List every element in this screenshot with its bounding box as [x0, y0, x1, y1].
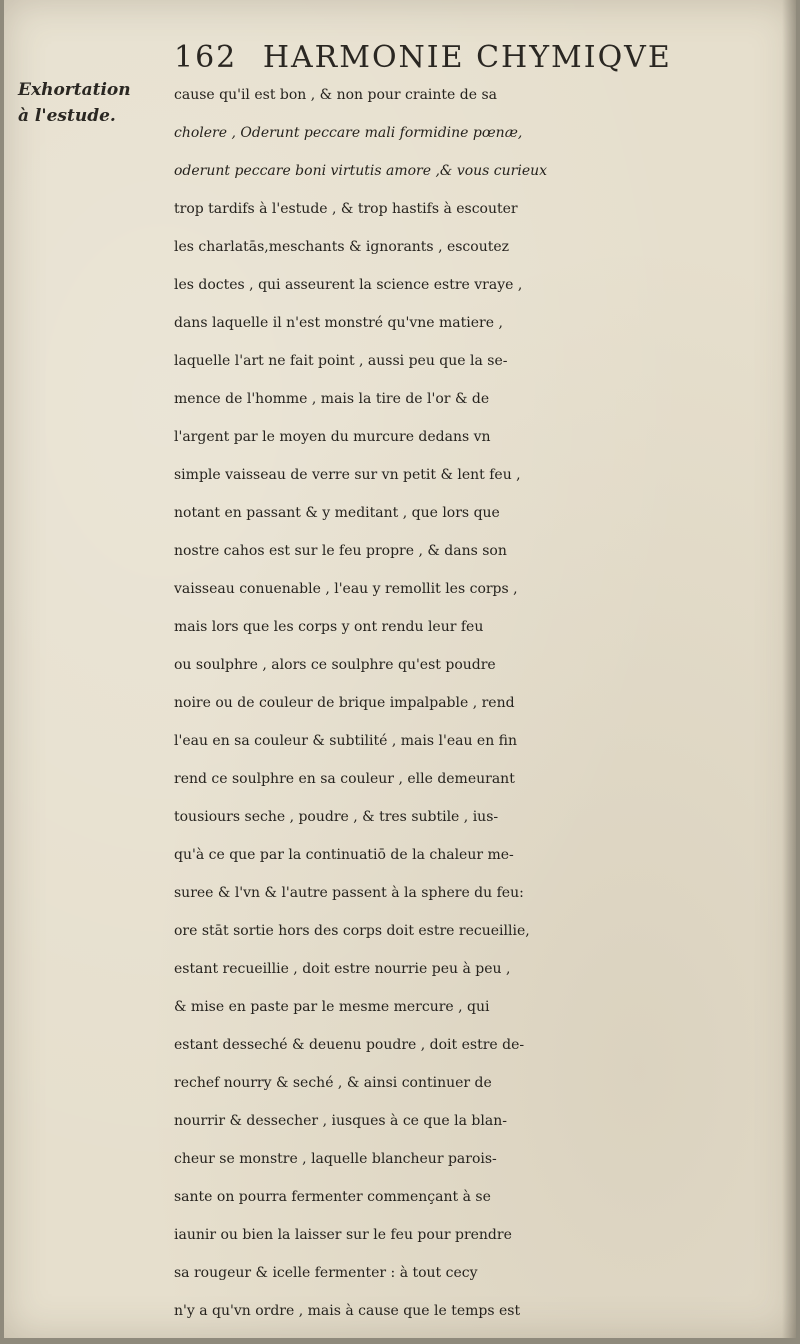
text-line: estant desseché & deuenu poudre , doit estre de- — [174, 1037, 525, 1053]
text-line: les charlatās,meschants & ignorants , escoutez — [174, 239, 510, 255]
text-line: vaisseau conuenable , l'eau y remollit les corps , — [174, 581, 518, 597]
text-line: l'eau en sa couleur & subtilité , mais l'eau en fin — [174, 733, 518, 749]
text-line: ore stāt sortie hors des corps doit estre recueillie, — [174, 923, 530, 939]
text-line: laquelle l'art ne fait point , aussi peu que la se- — [174, 353, 508, 369]
text-line: notant en passant & y meditant , que lors que — [174, 505, 500, 521]
body-text — [174, 76, 774, 1330]
text-line: n'y a qu'vn ordre , mais à cause que le temps est — [174, 1303, 521, 1319]
text-line: dans laquelle il n'est monstré qu'vne matiere , — [174, 315, 503, 331]
text-line: noire ou de couleur de brique impalpable , rend — [174, 695, 515, 711]
text-line: sa rougeur & icelle fermenter : à tout cecy — [174, 1265, 478, 1281]
text-line: mence de l'homme , mais la tire de l'or & de — [174, 391, 490, 407]
text-line: sante on pourra fermenter commençant à se — [174, 1189, 491, 1205]
book-page — [4, 0, 796, 1338]
text-line: rend ce soulphre en sa couleur , elle demeurant — [174, 771, 515, 787]
text-line: nostre cahos est sur le feu propre , & dans son — [174, 543, 507, 559]
text-line-latin-quote: oderunt peccare boni virtutis amore ,& vous curieux — [174, 163, 548, 179]
running-title: HARMONIE CHYMIQVE — [262, 40, 672, 75]
text-line: les doctes , qui asseurent la science estre vraye , — [174, 277, 523, 293]
page-number: 162 — [174, 40, 238, 75]
text-line: rechef nourry & seché , & ainsi continuer de — [174, 1075, 492, 1091]
text-line: qu'à ce que par la continuatiō de la chaleur me- — [174, 847, 514, 863]
running-header — [174, 40, 774, 75]
text-line-latin-quote: cholere , Oderunt peccare mali formidine pœnæ, — [174, 125, 523, 141]
text-line: simple vaisseau de verre sur vn petit & lent feu , — [174, 467, 521, 483]
text-line: trop tardifs à l'estude , & trop hastifs à escouter — [174, 201, 518, 217]
margin-note-line-2: à l'estude. — [18, 106, 116, 126]
text-line: nourrir & dessecher , iusques à ce que la blan- — [174, 1113, 507, 1129]
text-line: ou soulphre , alors ce soulphre qu'est poudre — [174, 657, 496, 673]
text-line: cheur se monstre , laquelle blancheur parois- — [174, 1151, 497, 1167]
text-line: suree & l'vn & l'autre passent à la sphere du feu: — [174, 885, 524, 901]
page-edge-shadow — [782, 0, 796, 1338]
margin-note-line-1: Exhortation — [18, 80, 131, 100]
text-line: estant recueillie , doit estre nourrie peu à peu , — [174, 961, 511, 977]
text-line: iaunir ou bien la laisser sur le feu pour prendre — [174, 1227, 512, 1243]
text-line: mais lors que les corps y ont rendu leur feu — [174, 619, 484, 635]
text-line: cause qu'il est bon , & non pour crainte de sa — [174, 87, 497, 103]
text-line: tousiours seche , poudre , & tres subtile , ius- — [174, 809, 499, 825]
text-line: l'argent par le moyen du murcure dedans vn — [174, 429, 491, 445]
text-line: & mise en paste par le mesme mercure , qui — [174, 999, 490, 1015]
